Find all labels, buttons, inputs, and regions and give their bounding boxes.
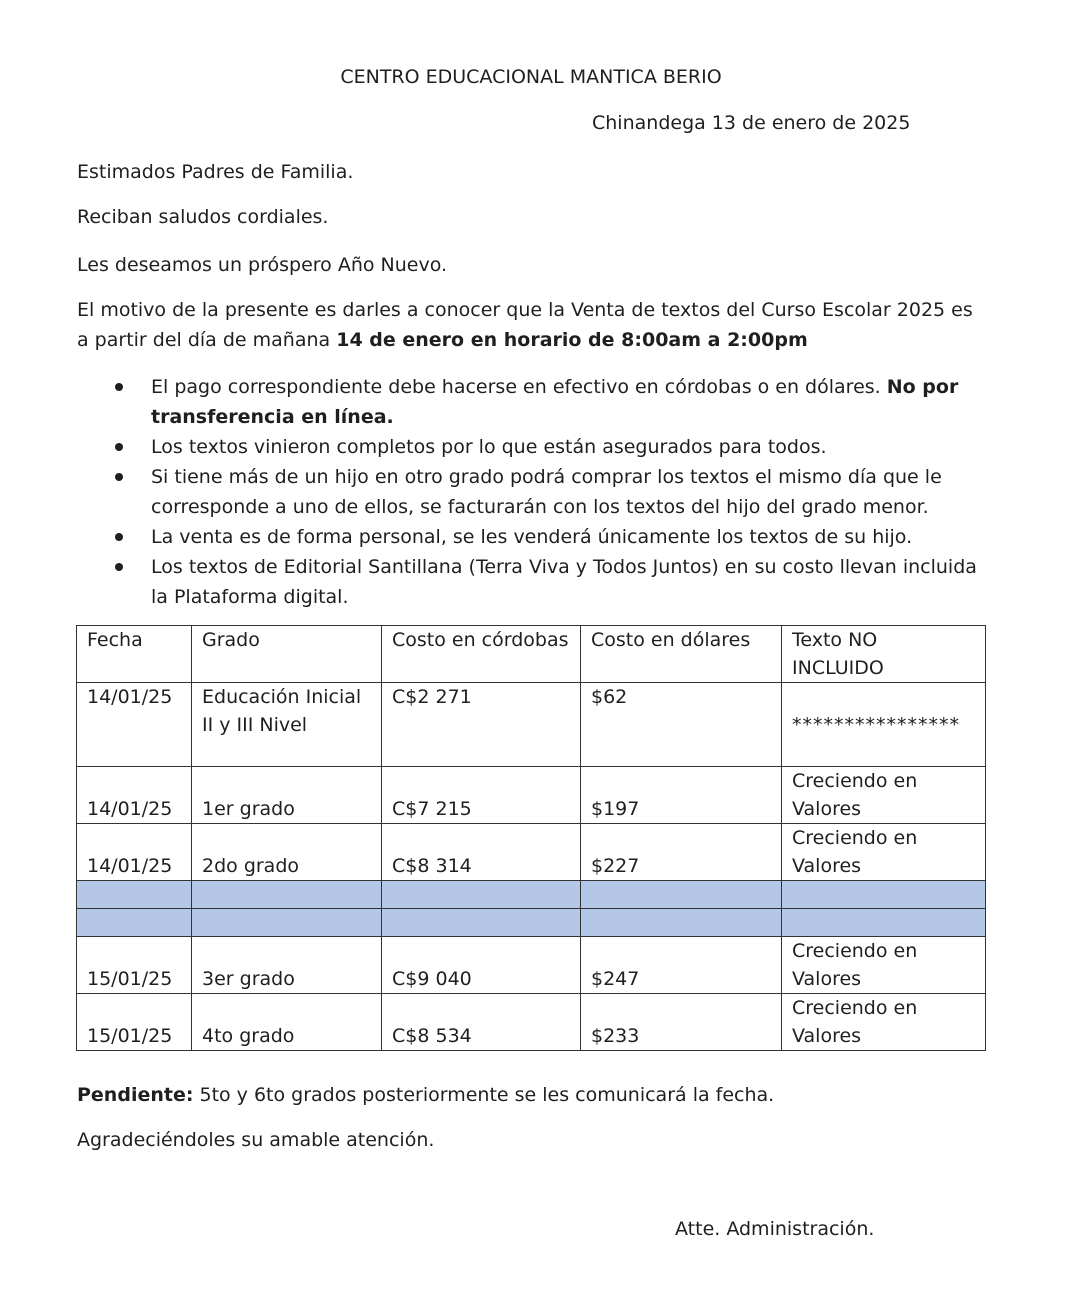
cell-date: 14/01/25 (77, 767, 192, 824)
header-costo-cordobas: Costo en córdobas (382, 626, 581, 683)
signature: Atte. Administración. (675, 1218, 875, 1240)
cell-cost-dollars: $233 (581, 994, 782, 1051)
list-item: Los textos de Editorial Santillana (Terra Viva y Todos Juntos) en su costo llevan incluida la Plataforma digital. (77, 552, 977, 612)
list-item: La venta es de forma personal, se les venderá únicamente los textos de su hijo. (77, 522, 977, 552)
cell-cost-cordobas: C$9 040 (382, 937, 581, 994)
cell-date: 14/01/25 (77, 683, 192, 767)
table-row (77, 994, 986, 1051)
table-row (77, 767, 986, 824)
new-year-wish: Les deseamos un próspero Año Nuevo. (77, 254, 448, 276)
cell-grade: 4to grado (192, 994, 382, 1051)
highlight-row (77, 881, 986, 909)
empty-cell (581, 881, 782, 909)
cell-cost-dollars: $62 (581, 683, 782, 767)
list-item: Si tiene más de un hijo en otro grado podrá comprar los textos el mismo día que le corresponde a uno de ellos, se facturarán con los textos del hijo del grado menor. (77, 462, 977, 522)
cell-grade: 1er grado (192, 767, 382, 824)
empty-cell (192, 881, 382, 909)
cell-not-included: Creciendo en Valores (782, 767, 986, 824)
table-row (77, 683, 986, 767)
cell-grade: 2do grado (192, 824, 382, 881)
header-texto-no-incluido: Texto NO INCLUIDO (782, 626, 986, 683)
cell-cost-cordobas: C$7 215 (382, 767, 581, 824)
pending-text: 5to y 6to grados posteriormente se les comunicará la fecha. (193, 1084, 775, 1106)
cell-cost-dollars: $247 (581, 937, 782, 994)
pending-note (77, 1080, 977, 1110)
salutation: Reciban saludos cordiales. (77, 206, 329, 228)
empty-cell (77, 909, 192, 937)
header-costo-dolares: Costo en dólares (581, 626, 782, 683)
cell-not-included: Creciendo en Valores (782, 937, 986, 994)
sale-schedule: 14 de enero en horario de 8:00am a 2:00pm (336, 329, 808, 351)
empty-cell (382, 881, 581, 909)
empty-cell (782, 909, 986, 937)
cell-grade: 3er grado (192, 937, 382, 994)
empty-cell (382, 909, 581, 937)
school-title: CENTRO EDUCACIONAL MANTICA BERIO (340, 66, 722, 88)
list-item: Los textos vinieron completos por lo que están asegurados para todos. (77, 432, 977, 462)
thanks-line: Agradeciéndoles su amable atención. (77, 1129, 435, 1151)
letter-date: Chinandega 13 de enero de 2025 (592, 112, 911, 134)
table-row (77, 824, 986, 881)
empty-cell (77, 881, 192, 909)
list-item (77, 372, 977, 432)
table-header-row (77, 626, 986, 683)
cell-cost-dollars: $197 (581, 767, 782, 824)
asterisks: **************** (792, 713, 960, 736)
cell-not-included: Creciendo en Valores (782, 824, 986, 881)
highlight-row (77, 909, 986, 937)
intro-text: El motivo de la presente es darles a conocer que la Venta de textos del Curso Escolar 2025 es a partir del día de mañana (77, 299, 973, 351)
cell-not-included (782, 683, 986, 767)
no-transfer-note: No por transferencia en línea. (151, 376, 959, 428)
cell-not-included: Creciendo en Valores (782, 994, 986, 1051)
cell-date: 15/01/25 (77, 937, 192, 994)
empty-cell (782, 881, 986, 909)
cell-cost-cordobas: C$8 534 (382, 994, 581, 1051)
table-row (77, 937, 986, 994)
empty-cell (581, 909, 782, 937)
cell-cost-cordobas: C$2 271 (382, 683, 581, 767)
cell-cost-dollars: $227 (581, 824, 782, 881)
cell-date: 14/01/25 (77, 824, 192, 881)
cell-date: 15/01/25 (77, 994, 192, 1051)
cell-grade: Educación Inicial II y III Nivel (192, 683, 382, 767)
pending-label: Pendiente: (77, 1084, 194, 1106)
header-fecha: Fecha (77, 626, 192, 683)
cell-cost-cordobas: C$8 314 (382, 824, 581, 881)
empty-cell (192, 909, 382, 937)
notice-list (77, 372, 977, 612)
textbook-price-table (76, 625, 986, 1051)
intro-paragraph (77, 295, 977, 355)
greeting: Estimados Padres de Familia. (77, 161, 354, 183)
payment-note: El pago correspondiente debe hacerse en efectivo en córdobas o en dólares. (151, 376, 887, 398)
header-grado: Grado (192, 626, 382, 683)
